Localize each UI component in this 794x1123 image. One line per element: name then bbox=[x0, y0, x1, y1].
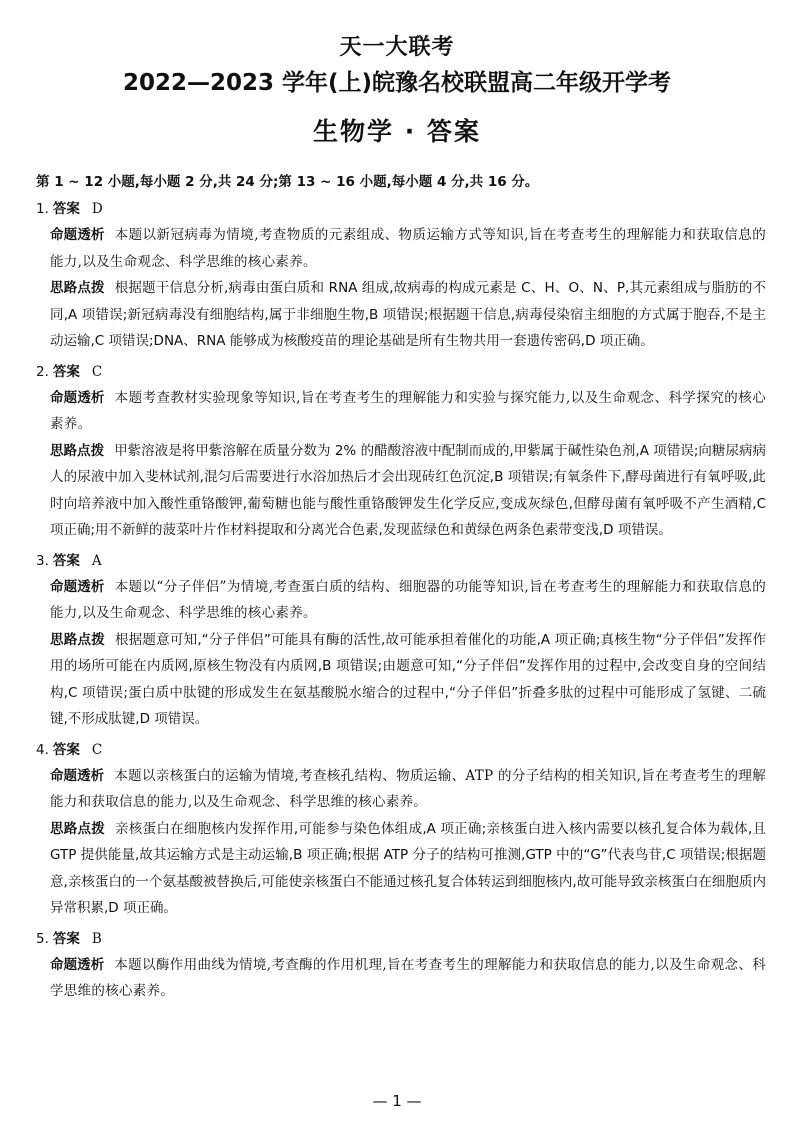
analysis-label: 命题透析 bbox=[50, 956, 105, 973]
analysis-label: 命题透析 bbox=[50, 767, 105, 784]
analysis-paragraph bbox=[36, 574, 766, 627]
analysis-paragraph bbox=[36, 952, 766, 1005]
hint-label: 思路点拨 bbox=[50, 820, 106, 837]
question-number: 3. bbox=[36, 552, 49, 569]
answer-line bbox=[36, 926, 766, 952]
question-1 bbox=[36, 196, 766, 355]
exam-title: 2022—2023 学年(上)皖豫名校联盟高二年级开学考 bbox=[122, 70, 672, 96]
answer-value: C bbox=[91, 363, 103, 380]
question-2 bbox=[36, 359, 766, 544]
hint-text: 根据题干信息分析,病毒由蛋白质和 RNA 组成,故病毒的构成元素是 C、H、O、N、P,其元素组成与脂肪的不同,A 项错误;新冠病毒没有细胞结构,属于非细胞生物,B 项错误;根据题干信息,病毒侵染宿主细胞的方式属于胞吞,不是主动运输,C 项错误;DNA、RNA 能够成为核酸疫苗的理论基础是所有生物共用一套遗传密码,D 项正确。 bbox=[50, 280, 766, 349]
question-number: 1. bbox=[36, 201, 49, 217]
answer-label: 答案 bbox=[52, 201, 80, 217]
question-5 bbox=[36, 926, 766, 1005]
exam-org-title: 天一大联考 bbox=[339, 35, 455, 60]
answer-value: B bbox=[91, 930, 102, 947]
hint-label: 思路点拨 bbox=[50, 442, 105, 459]
subject-title: 生物学 · 答案 bbox=[313, 117, 481, 146]
scoring-intro: 第 1 ~ 12 小题,每小题 2 分,共 24 分;第 13 ~ 16 小题,每小题 4 分,共 16 分。 bbox=[36, 174, 539, 190]
answer-line bbox=[36, 737, 766, 763]
analysis-paragraph bbox=[36, 222, 766, 275]
answer-label: 答案 bbox=[52, 741, 80, 758]
hint-paragraph bbox=[36, 438, 766, 544]
page-number: — 1 — bbox=[372, 1092, 422, 1110]
answer-line bbox=[36, 359, 766, 385]
question-3 bbox=[36, 548, 766, 733]
hint-text: 根据题意可知,“分子伴侣”可能具有酶的活性,故可能承担着催化的功能,A 项正确;真核生物“分子伴侣”发挥作用的场所可能在内质网,原核生物没有内质网,B 项错误;由题意可知,“分子伴侣”发挥作用的过程中,会改变自身的空间结构,C 项错误;蛋白质中肽键的形成发生在氨基酸脱水缩合的过程中,“分子伴侣”折叠多肽的过程中可能形成了氢键、二硫键,不形成肽键,D 项错误。 bbox=[50, 631, 766, 727]
answer-value: C bbox=[91, 741, 103, 758]
hint-paragraph bbox=[36, 816, 766, 922]
hint-label: 思路点拨 bbox=[50, 631, 105, 648]
hint-paragraph bbox=[36, 627, 766, 733]
answer-content bbox=[36, 170, 766, 1009]
answer-value: A bbox=[91, 552, 102, 569]
hint-paragraph bbox=[36, 275, 766, 355]
hint-text: 甲紫溶液是将甲紫溶解在质量分数为 2% 的醋酸溶液中配制而成的,甲紫属于碱性染色剂,A 项错误;向糖尿病病人的尿液中加入斐林试剂,混匀后需要进行水浴加热后才会出现砖红色沉淀,B 项错误;有氧条件下,酵母菌进行有氧呼吸,此时向培养液中加入酸性重铬酸钾,葡萄糖也能与酸性重铬酸钾发生化学反应,变成灰绿色,但酵母菌有氧呼吸不产生酒精,C 项正确;用不新鲜的菠菜叶片作材料提取和分离光合色素,发现蓝绿色和黄绿色两条色素带变浅,D 项错误。 bbox=[50, 442, 767, 538]
answer-label: 答案 bbox=[52, 363, 80, 380]
analysis-label: 命题透析 bbox=[50, 389, 105, 406]
analysis-text: 本题以酶作用曲线为情境,考查酶的作用机理,旨在考查考生的理解能力和获取信息的能力,以及生命观念、科学思维的核心素养。 bbox=[50, 956, 766, 999]
analysis-label: 命题透析 bbox=[50, 227, 105, 243]
analysis-paragraph bbox=[36, 763, 766, 816]
answer-line bbox=[36, 196, 766, 222]
analysis-text: 本题以亲核蛋白的运输为情境,考查核孔结构、物质运输、ATP 的分子结构的相关知识,旨在考查考生的理解能力和获取信息的能力,以及生命观念、科学思维的核心素养。 bbox=[50, 767, 766, 810]
answer-line bbox=[36, 548, 766, 574]
analysis-paragraph bbox=[36, 385, 766, 438]
question-number: 5. bbox=[36, 930, 49, 947]
analysis-text: 本题以新冠病毒为情境,考查物质的元素组成、物质运输方式等知识,旨在考查考生的理解能力和获取信息的能力,以及生命观念、科学思维的核心素养。 bbox=[50, 227, 767, 270]
analysis-text: 本题以“分子伴侣”为情境,考查蛋白质的结构、细胞器的功能等知识,旨在考查考生的理解能力和获取信息的能力,以及生命观念、科学思维的核心素养。 bbox=[50, 578, 766, 621]
answer-label: 答案 bbox=[52, 930, 80, 947]
answer-label: 答案 bbox=[52, 552, 80, 569]
question-number: 4. bbox=[36, 741, 49, 758]
analysis-text: 本题考查教材实验现象等知识,旨在考查考生的理解能力和实验与探究能力,以及生命观念、科学探究的核心素养。 bbox=[50, 389, 767, 432]
question-4 bbox=[36, 737, 766, 922]
answer-value: D bbox=[91, 201, 103, 217]
question-number: 2. bbox=[36, 363, 49, 380]
hint-text: 亲核蛋白在细胞核内发挥作用,可能参与染色体组成,A 项正确;亲核蛋白进入核内需要以核孔复合体为载体,且 GTP 提供能量,故其运输方式是主动运输,B 项正确;根据 ATP 分子的结构可推测,GTP 中的“G”代表鸟苷,C 项错误;根据题意,亲核蛋白的一个氨基酸被替换后,可能使亲核蛋白不能通过核孔复合体转运到细胞核内,故可能导致亲核蛋白在细胞质内异常积累,D 项正确。 bbox=[50, 820, 766, 916]
hint-label: 思路点拨 bbox=[50, 280, 105, 296]
analysis-label: 命题透析 bbox=[50, 578, 105, 595]
